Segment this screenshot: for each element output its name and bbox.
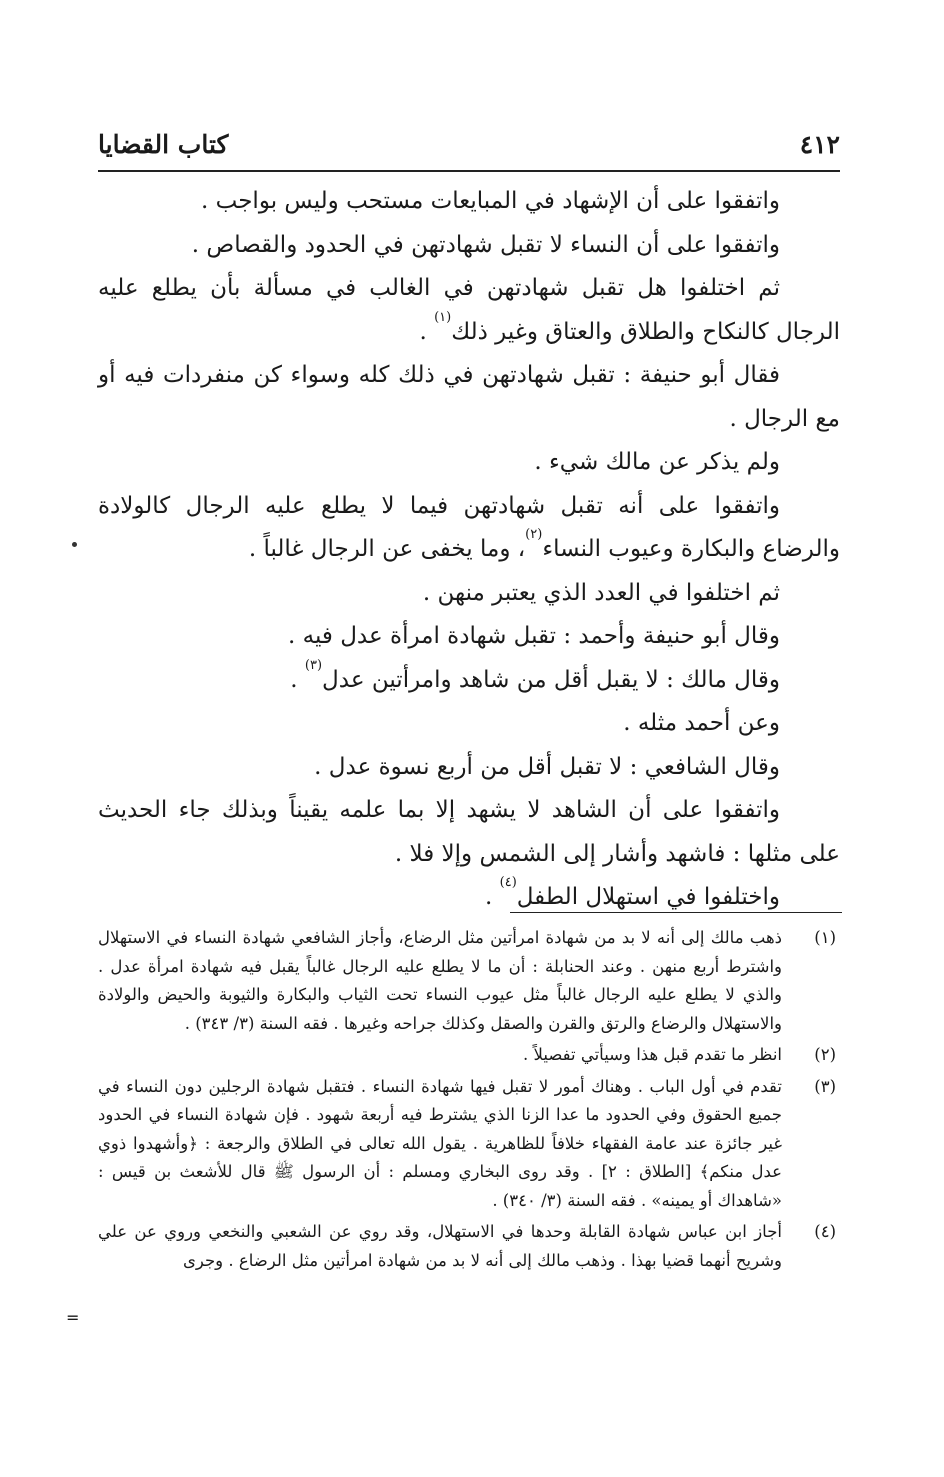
continuation-mark: =: [66, 1308, 80, 1327]
paragraph: ولم يذكر عن مالك شيء .: [534, 449, 780, 475]
footnote-number: (٣): [814, 1076, 836, 1096]
footnote-ref: (١): [434, 309, 452, 325]
paragraph: وعن أحمد مثله .: [623, 710, 780, 736]
footnote-text: أجاز ابن عباس شهادة القابلة وحدها في الاستهلال، وقد روي عن الشعبي والنخعي وروي عن علي وشريح أنهما قضيا بهذا . وذهب مالك إلى أنه لا بد من شهادة امرأتين مثل الرضاع . وجرى: [98, 1222, 782, 1270]
paragraph: وقال الشافعي : لا تقبل أقل من أربع نسوة عدل .: [314, 753, 780, 780]
footnote-ref: (٣): [304, 657, 323, 673]
footnote-ref: (٢): [525, 527, 543, 542]
footnote-separator: [510, 912, 842, 913]
footnote-ref: (٤): [499, 875, 517, 890]
main-text: [98, 180, 840, 920]
footnote: [98, 924, 840, 1038]
paragraph: واتفقوا على أن النساء لا تقبل شهادتهن في الحدود والقصاص .: [191, 231, 780, 258]
header-rule: [98, 170, 840, 172]
paragraph: ثم اختلفوا في العدد الذي يعتبر منهن .: [422, 579, 780, 606]
footnote-number: (١): [814, 928, 836, 947]
footnote: [98, 1041, 840, 1070]
footnote-number: (٢): [814, 1045, 836, 1064]
page-header: [98, 128, 840, 168]
footnote-number: (٤): [814, 1222, 836, 1241]
paragraph: واتفقوا على أنه تقبل شهادتهن فيما لا يطلع عليه الرجال كالولادة والرضاع والبكارة وعيوب النساء$^{(٢)}$، وما يخفى عن الرجال غالباً .: [98, 492, 840, 562]
paragraph: وقال أبو حنيفة وأحمد : تقبل شهادة امرأة عدل فيه .: [288, 623, 780, 649]
paragraph: فقال أبو حنيفة : تقبل شهادتهن في ذلك كله وسواء كن منفردات فيه أو مع الرجال .: [98, 362, 840, 432]
paragraph: واتفقوا على أن الإشهاد في المبايعات مستحب وليس بواجب .: [201, 188, 780, 214]
paragraph: ثم اختلفوا هل تقبل شهادتهن في الغالب في مسألة بأن يطلع عليه الرجال كالنكاح والطلاق والعتاق وغير ذلك$^{(١)}$ .: [98, 275, 840, 345]
footnote-text: ذهب مالك إلى أنه لا بد من شهادة امرأتين مثل الرضاع، وأجاز الشافعي شهادة النساء في الاستهلال واشترط أربع منهن . وعند الحنابلة : أن ما لا يطلع عليه الرجال غالباً يقبل فيه شهادة امرأة عدل . والذي لا يطلع عليه الرجال غالباً مثل عيوب النساء تحت الثياب والبكارة والثيوبة والحيض والولادة والاستهلال والرضاع والرتق والقرن والصقل وكذلك جراحه وغيرها . فقه السنة (٣/ ٣٤٣) .: [98, 928, 782, 1033]
footnote: [98, 1073, 840, 1216]
footnote: [98, 1218, 840, 1275]
page-number: ٤١٢: [799, 130, 840, 159]
footnote-text: انظر ما تقدم قبل هذا وسيأتي تفصيلاً .: [523, 1045, 782, 1064]
footnotes: [98, 924, 840, 1278]
running-title: كتاب القضايا: [98, 130, 229, 159]
margin-dot: [72, 542, 77, 547]
paragraph: واتفقوا على أن الشاهد لا يشهد إلا بما علمه يقيناً وبذلك جاء الحديث على مثلها : فاشهد وأشار إلى الشمس وإلا فلا .: [98, 797, 840, 867]
paragraph: واختلفوا في استهلال الطفل$^{(٤)}$ .: [485, 875, 780, 910]
paragraph: وقال مالك : لا يقبل أقل من شاهد وامرأتين عدل$^{(٣)}$ .: [290, 657, 780, 693]
footnote-text: تقدم في أول الباب . وهناك أمور لا تقبل فيها شهادة النساء . فتقبل شهادة الرجلين دون النساء في جميع الحقوق وفي الحدود ما عدا الزنا الذي يشترط فيه أربعة شهود . فإن شهادة النساء في الحدود غير جائزة عند عامة الفقهاء خلافاً للظاهرية . يقول الله تعالى في الطلاق والرجعة : ﴿وأشهدوا ذوي عدل منكم﴾ [الطلاق : ٢] . وقد روى البخاري ومسلم : أن الرسول ﷺ قال للأشعث بن قيس : «شاهداك أو يمينه» . فقه السنة (٣/ ٣٤٠) .: [98, 1076, 782, 1210]
